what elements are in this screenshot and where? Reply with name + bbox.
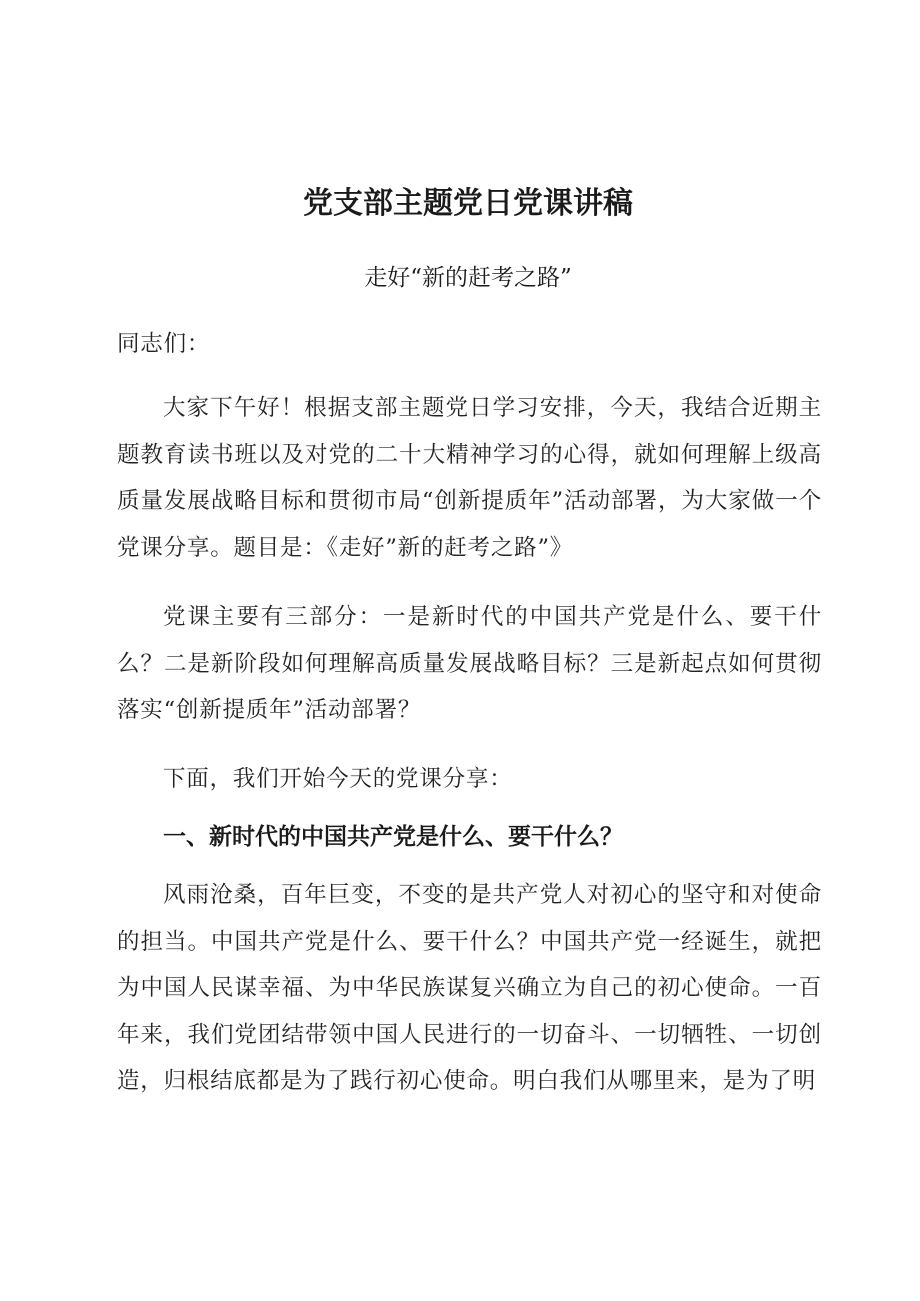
paragraph-outline: 党课主要有三部分：一是新时代的中国共产党是什么、要干什么？二是新阶段如何理解高质量发展战略目标？三是新起点如何贯彻落实“创新提质年”活动部署？ [117, 604, 822, 723]
section-paragraph: 风雨沧桑，百年巨变，不变的是共产党人对初心的坚守和对使命的担当。中国共产党是什么、要干什么？中国共产党一经诞生，就把为中国人民谋幸福、为中华民族谋复兴确立为自己的初心使命。一百年来，我们党团结带领中国人民进行的一切奋斗、一切牺牲、一切创造，归根结底都是为了践行初心使命。明白我们从哪里来，是为了明 [117, 882, 822, 1094]
document-subtitle: 走好“新的赶考之路” [364, 265, 572, 291]
paragraph-transition: 下面，我们开始今天的党课分享： [163, 766, 513, 792]
greeting: 同志们： [117, 331, 211, 357]
document-title: 党支部主题党日党课讲稿 [303, 186, 633, 221]
section-heading: 一、新时代的中国共产党是什么、要干什么？ [163, 824, 623, 850]
paragraph-intro: 大家下午好！根据支部主题党日学习安排，今天，我结合近期主题教育读书班以及对党的二十大精神学习的心得，就如何理解上级高质量发展战略目标和贯彻市局“创新提质年”活动部署，为大家做一个党课分享。题目是：《走好”新的赶考之路”》 [117, 395, 822, 561]
